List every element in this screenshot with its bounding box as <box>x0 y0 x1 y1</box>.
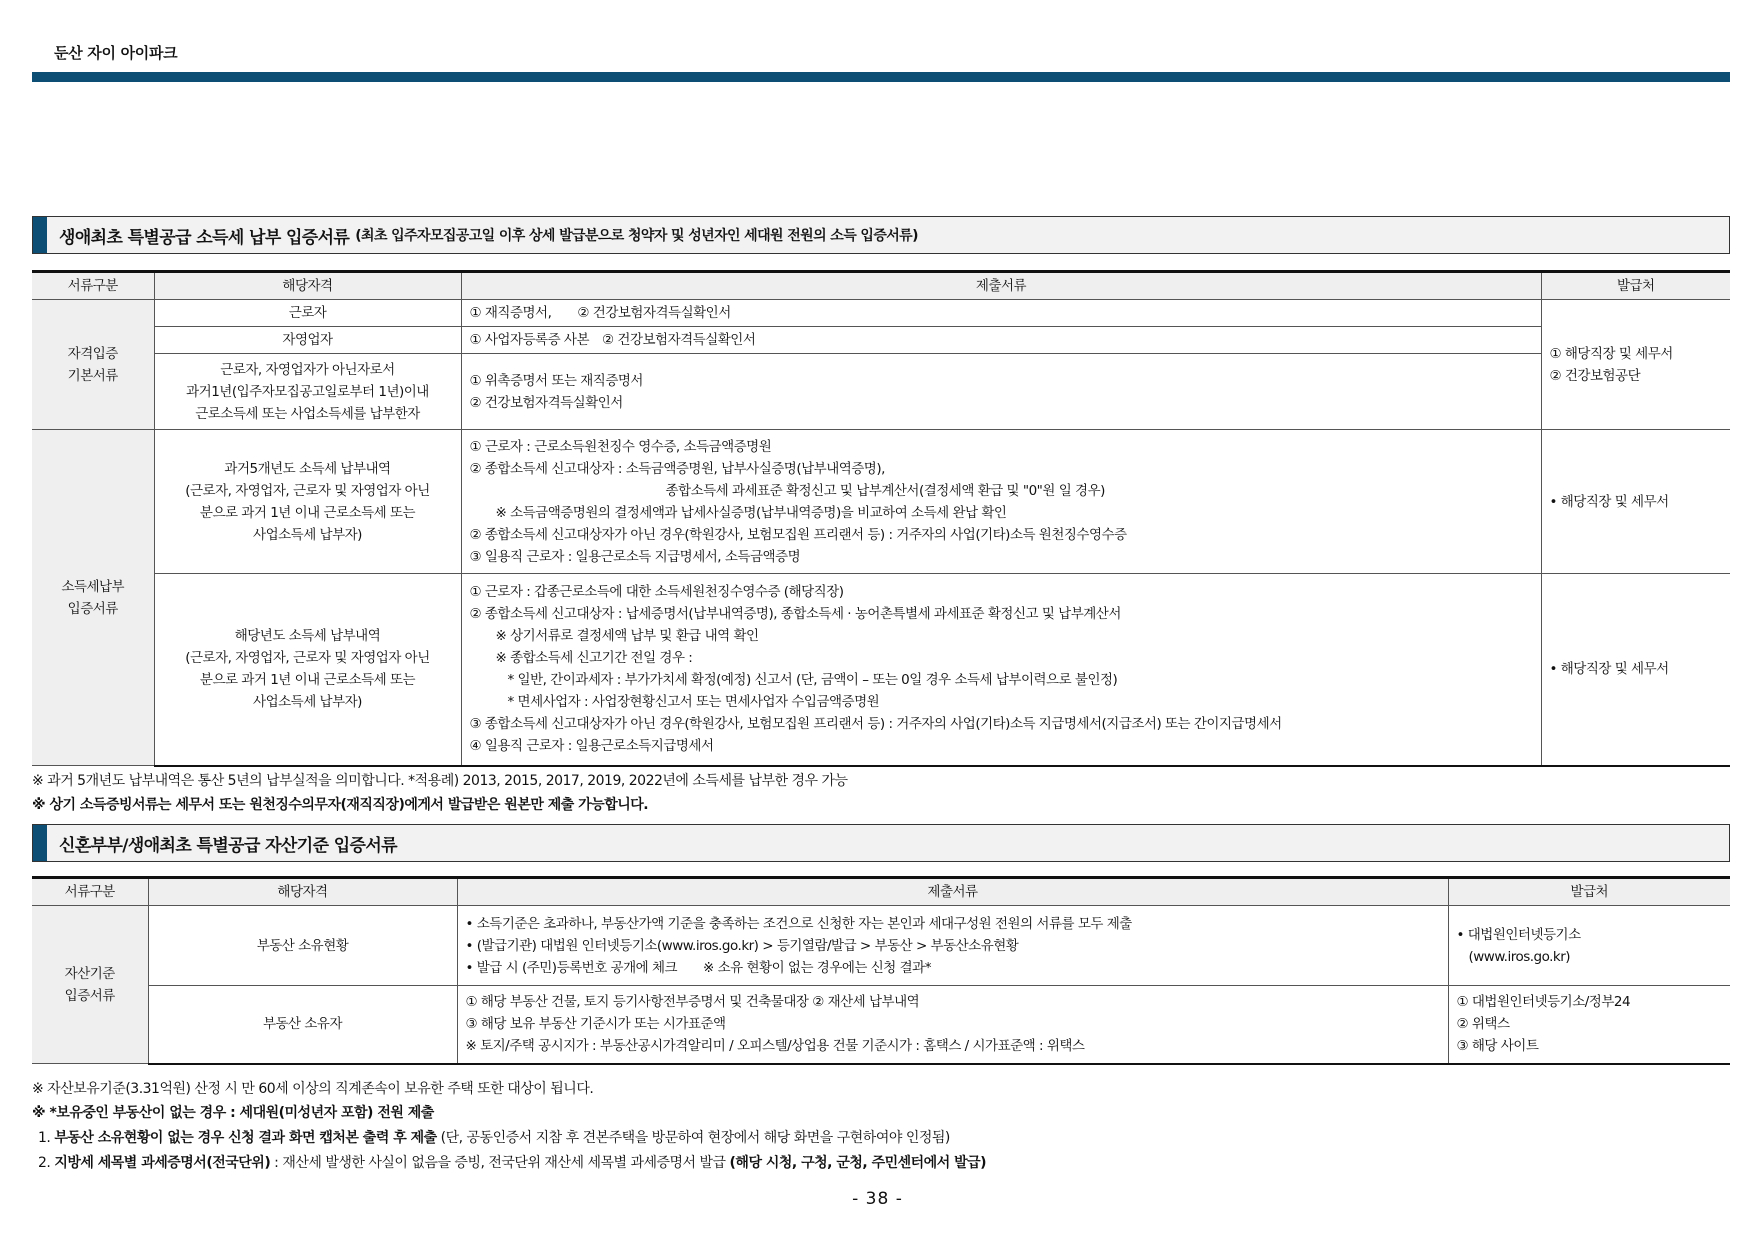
qualification-cell: 과거5개년도 소득세 납부내역 (근로자, 자영업자, 근로자 및 자영업자 아닌 분으로 과거 1년 이내 근로소득세 또는 사업소득세 납부자) <box>154 430 461 574</box>
note-line-bold: ※ *보유중인 부동산이 없는 경우 : 세대원(미성년자 포함) 전원 제출 <box>32 1105 434 1121</box>
note-line-bold: ※ 상기 소득증빙서류는 세무서 또는 원천징수의무자(재직직장)에게서 발급받은 원본만 제출 가능합니다. <box>32 797 649 813</box>
col-header: 해당자격 <box>154 272 461 300</box>
col-header: 서류구분 <box>32 272 154 300</box>
category-cell: 소득세납부 입증서류 <box>32 430 154 766</box>
note-line: ※ 자산보유기준(3.31억원) 산정 시 만 60세 이상의 직계존속이 보유한 주택 또한 대상이 됩니다. <box>32 1081 594 1097</box>
page-number: - 38 - <box>852 1189 903 1209</box>
documents-cell: ① 근로자 : 근로소득원천징수 영수증, 소득금액증명원 ② 종합소득세 신고대상자 : 소득금액증명원, 납부사실증명(납부내역증명), 종합소득세 과세표준 확정신고 및 납부계산서(결정세액 환급 및 "0"원 일 경우) ※ 소득금액증명원의 결정세액과 납세사실증명(납부내역증명)을 비교하여 소득세 완납 확인 ② 종합소득세 신고대상자가 아닌 경우(학원강사, 보험모집원 프리랜서 등) : 거주자의 사업(기타)소득 원천징수영수증 ③ 일용직 근로자 : 일용근로소득 지급명세서, 소득금액증명 <box>461 430 1541 574</box>
category-cell: 자산기준 입증서류 <box>32 906 148 1064</box>
section-marker <box>33 217 47 253</box>
issuer-cell: • 해당직장 및 세무서 <box>1541 574 1730 766</box>
documents-cell: ① 재직증명서, ② 건강보험자격득실확인서 <box>461 300 1541 327</box>
qualification-cell: 자영업자 <box>154 327 461 354</box>
section1-subtitle: (최초 입주자모집공고일 이후 상세 발급분으로 청약자 및 성년자인 세대원 전원의 소득 입증서류) <box>355 228 918 244</box>
table-row <box>32 327 1730 354</box>
col-header: 발급처 <box>1448 878 1730 906</box>
issuer-cell: ① 해당직장 및 세무서 ② 건강보험공단 <box>1541 300 1730 430</box>
section2-title-box <box>32 824 1730 862</box>
documents-cell: ① 사업자등록증 사본 ② 건강보험자격득실확인서 <box>461 327 1541 354</box>
issuer-cell: • 해당직장 및 세무서 <box>1541 430 1730 574</box>
section-marker <box>33 825 47 861</box>
documents-cell: ① 해당 부동산 건물, 토지 등기사항전부증명서 및 건축물대장 ② 재산세 납부내역 ③ 해당 보유 부동산 기준시가 또는 시가표준액 ※ 토지/주택 공시지가 : 부동산공시가격알리미 / 오피스텔/상업용 건물 기준시가 : 홈택스 / 시가표준액 : 위택스 <box>457 986 1448 1064</box>
qualification-cell: 해당년도 소득세 납부내역 (근로자, 자영업자, 근로자 및 자영업자 아닌 분으로 과거 1년 이내 근로소득세 또는 사업소득세 납부자) <box>154 574 461 766</box>
list-item: 1. 부동산 소유현황이 없는 경우 신청 결과 화면 캡처본 출력 후 제출 (단, 공동인증서 지참 후 견본주택을 방문하여 현장에서 해당 화면을 구현하여야 인정됨) <box>38 1130 950 1146</box>
qualification-cell: 근로자 <box>154 300 461 327</box>
documents-cell: • 소득기준은 초과하나, 부동산가액 기준을 충족하는 조건으로 신청한 자는 본인과 세대구성원 전원의 서류를 모두 제출 • (발급기관) 대법원 인터넷등기소(www.iros.go.kr) > 등기열람/발급 > 부동산 > 부동산소유현황 • 발급 시 (주민)등록번호 공개에 체크 ※ 소유 현황이 없는 경우에는 신청 결과* <box>457 906 1448 986</box>
asset-table <box>32 876 1730 1065</box>
income-tax-table <box>32 270 1730 767</box>
list-item: 2. 지방세 세목별 과세증명서(전국단위) : 재산세 발생한 사실이 없음을 증빙, 전국단위 재산세 세목별 과세증명서 발급 (해당 시청, 구청, 군청, 주민센터에서 발급) <box>38 1155 987 1171</box>
table-row <box>32 354 1730 430</box>
table-row <box>32 430 1730 574</box>
header-bar <box>32 72 1730 82</box>
table-row <box>32 986 1730 1064</box>
documents-cell: ① 근로자 : 갑종근로소득에 대한 소득세원천징수영수증 (해당직장) ② 종합소득세 신고대상자 : 납세증명서(납부내역증명), 종합소득세 · 농어촌특별세 과세표준 확정신고 및 납부계산서 ※ 상기서류로 결정세액 납부 및 환급 내역 확인 ※ 종합소득세 신고기간 전일 경우 : * 일반, 간이과세자 : 부가가치세 확정(예정) 신고서 (단, 금액이 – 또는 0일 경우 소득세 납부이력으로 불인정) * 면세사업자 : 사업장현황신고서 또는 면세사업자 수입금액증명원 ③ 종합소득세 신고대상자가 아닌 경우(학원강사, 보험모집원 프리랜서 등) : 거주자의 사업(기타)소득 지급명세서(지급조서) 또는 간이지급명세서 ④ 일용직 근로자 : 일용근로소득지급명세서 <box>461 574 1541 766</box>
col-header: 제출서류 <box>457 878 1448 906</box>
table-row <box>32 574 1730 766</box>
issuer-cell: ① 대법원인터넷등기소/정부24 ② 위택스 ③ 해당 사이트 <box>1448 986 1730 1064</box>
section1-title: 생애최초 특별공급 소득세 납부 입증서류 <box>59 227 350 248</box>
table-row <box>32 906 1730 986</box>
col-header: 해당자격 <box>148 878 457 906</box>
qualification-cell: 부동산 소유현황 <box>148 906 457 986</box>
note-line: ※ 과거 5개년도 납부내역은 통산 5년의 납부실적을 의미합니다. *적용례) 2013, 2015, 2017, 2019, 2022년에 소득세를 납부한 경우 가능 <box>32 773 848 789</box>
table-header-row <box>32 878 1730 906</box>
qualification-cell: 부동산 소유자 <box>148 986 457 1064</box>
section2-title: 신혼부부/생애최초 특별공급 자산기준 입증서류 <box>59 835 398 856</box>
issuer-cell: • 대법원인터넷등기소 (www.iros.go.kr) <box>1448 906 1730 986</box>
qualification-cell: 근로자, 자영업자가 아닌자로서 과거1년(입주자모집공고일로부터 1년)이내 근로소득세 또는 사업소득세를 납부한자 <box>154 354 461 430</box>
col-header: 서류구분 <box>32 878 148 906</box>
table-header-row <box>32 272 1730 300</box>
table-row <box>32 300 1730 327</box>
brand-title: 둔산 자이 아이파크 <box>54 44 178 62</box>
category-cell: 자격입증 기본서류 <box>32 300 154 430</box>
col-header: 발급처 <box>1541 272 1730 300</box>
documents-cell: ① 위촉증명서 또는 재직증명서 ② 건강보험자격득실확인서 <box>461 354 1541 430</box>
section1-title-box <box>32 216 1730 254</box>
col-header: 제출서류 <box>461 272 1541 300</box>
